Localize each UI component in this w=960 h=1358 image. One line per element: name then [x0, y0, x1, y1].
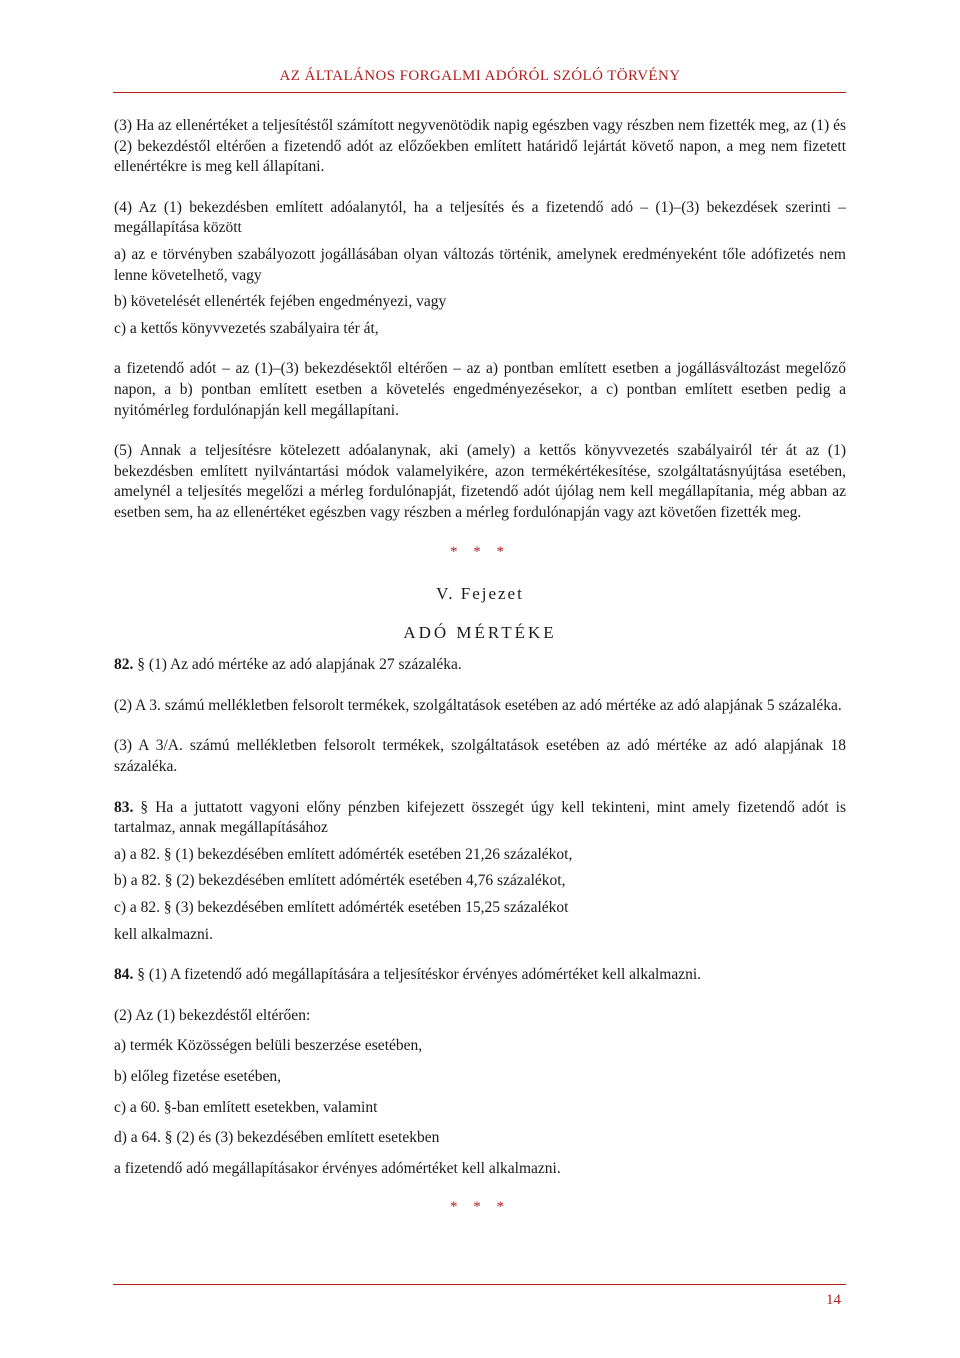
section-82-text: § (1) Az adó mértéke az adó alapjának 27 százaléka. — [133, 656, 462, 674]
paragraph-4-closing: a fizetendő adót – az (1)–(3) bekezdésektől eltérően – az a) pontban említett esetben a jogállásváltozást megelőző napon, a b) pontban említett esetben a követelés engedményezésekor, a c) pontban említett esetben pedig a nyitómérleg fordulónapján kell megállapítani. — [114, 360, 846, 419]
paragraph-4-intro: (4) Az (1) bekezdésben említett adóalanytól, ha a teljesítés és a fizetendő adó – (1)–(3) bekezdések szerinti – megállapítása között — [114, 198, 846, 237]
section-84-item-c: c) a 60. §-ban említett esetekben, valamint — [114, 1098, 378, 1116]
footer-divider — [113, 1284, 846, 1285]
section-83-number: 83. — [114, 798, 134, 816]
section-82-number: 82. — [114, 656, 134, 674]
section-83-item-b: b) a 82. § (2) bekezdésében említett adómérték esetében 4,76 százalékot, — [114, 872, 566, 890]
chapter-title: ADÓ MÉRTÉKE — [403, 622, 557, 642]
section-84-paragraph-2: (2) Az (1) bekezdéstől eltérően: — [114, 1006, 311, 1024]
section-84-closing: a fizetendő adó megállapításakor érvényes adómértéket kell alkalmazni. — [114, 1159, 561, 1177]
section-separator: * * * — [450, 543, 510, 560]
section-83-closing: kell alkalmazni. — [114, 925, 213, 943]
section-84-item-d: d) a 64. § (2) és (3) bekezdésében említett esetekben — [114, 1129, 440, 1147]
section-82-paragraph-1 — [114, 655, 846, 676]
paragraph-4-item-a: a) az e törvényben szabályozott jogállásában olyan változás történik, amelynek eredményeként tőle adófizetés nem lenne követelhető, vagy — [114, 245, 846, 284]
section-82-paragraph-2: (2) A 3. számú mellékletben felsorolt termékek, szolgáltatások esetében az adó mértéke az adó alapjának 5 százaléka. — [114, 696, 842, 714]
section-82-paragraph-3: (3) A 3/A. számú mellékletben felsorolt termékek, szolgáltatások esetében az adó mértéke az adó alapjának 18 százaléka. — [114, 737, 846, 776]
section-84-text: § (1) A fizetendő adó megállapítására a teljesítéskor érvényes adómértéket kell alkalmazni. — [133, 966, 702, 984]
document-body — [114, 116, 846, 1218]
page-number: 14 — [826, 1292, 841, 1308]
section-83-item-c: c) a 82. § (3) bekezdésében említett adómérték esetében 15,25 százalékot — [114, 899, 569, 917]
section-84-number: 84. — [114, 966, 134, 984]
chapter-number: V. Fejezet — [436, 584, 524, 604]
header-divider — [113, 92, 846, 93]
section-84-item-b: b) előleg fizetése esetében, — [114, 1068, 281, 1085]
document-header: AZ ÁLTALÁNOS FORGALMI ADÓRÓL SZÓLÓ TÖRVÉNY — [279, 68, 681, 84]
section-84-paragraph-1 — [114, 965, 846, 986]
section-83-text: § Ha a juttatott vagyoni előny pénzben kifejezett összegét úgy kell tekinteni, mint amely fizetendő adót is tartalmaz, annak megállapításához — [114, 798, 846, 837]
section-83-paragraph — [114, 798, 846, 839]
section-84-item-a: a) termék Közösségen belüli beszerzése esetében, — [114, 1037, 423, 1055]
paragraph-3: (3) Ha az ellenértéket a teljesítéstől számított negyvenötödik napig egészben vagy részben nem fizették meg, az (1) és (2) bekezdéstől eltérően a fizetendő adót az előzőekben említett határidő lejártát követő napon, a meg nem fizetett ellenértékre is meg kell állapítani. — [114, 117, 846, 176]
section-83-item-a: a) a 82. § (1) bekezdésében említett adómérték esetében 21,26 százalékot, — [114, 845, 573, 863]
paragraph-4-item-c: c) a kettős könyvvezetés szabályaira tér át, — [114, 319, 379, 337]
paragraph-5: (5) Annak a teljesítésre kötelezett adóalanynak, aki (amely) a kettős könyvvezetés szabályairól tér át az (1) bekezdésben említett nyilvántartási módok valamelyikére, azon termékértékesítése, szolgáltatásnyújtása esetében, amelynél a teljesítés megelőzi a mérleg fordulónapját, fizetendő adót újólag nem kell megállapítania, még abban az esetben sem, ha az ellenértéket egészben vagy részben a mérleg fordulónapján vagy azt követően fizették meg. — [114, 442, 846, 521]
paragraph-4-item-b: b) követelését ellenérték fejében engedményezi, vagy — [114, 293, 447, 311]
section-separator-bottom: * * * — [450, 1199, 510, 1216]
